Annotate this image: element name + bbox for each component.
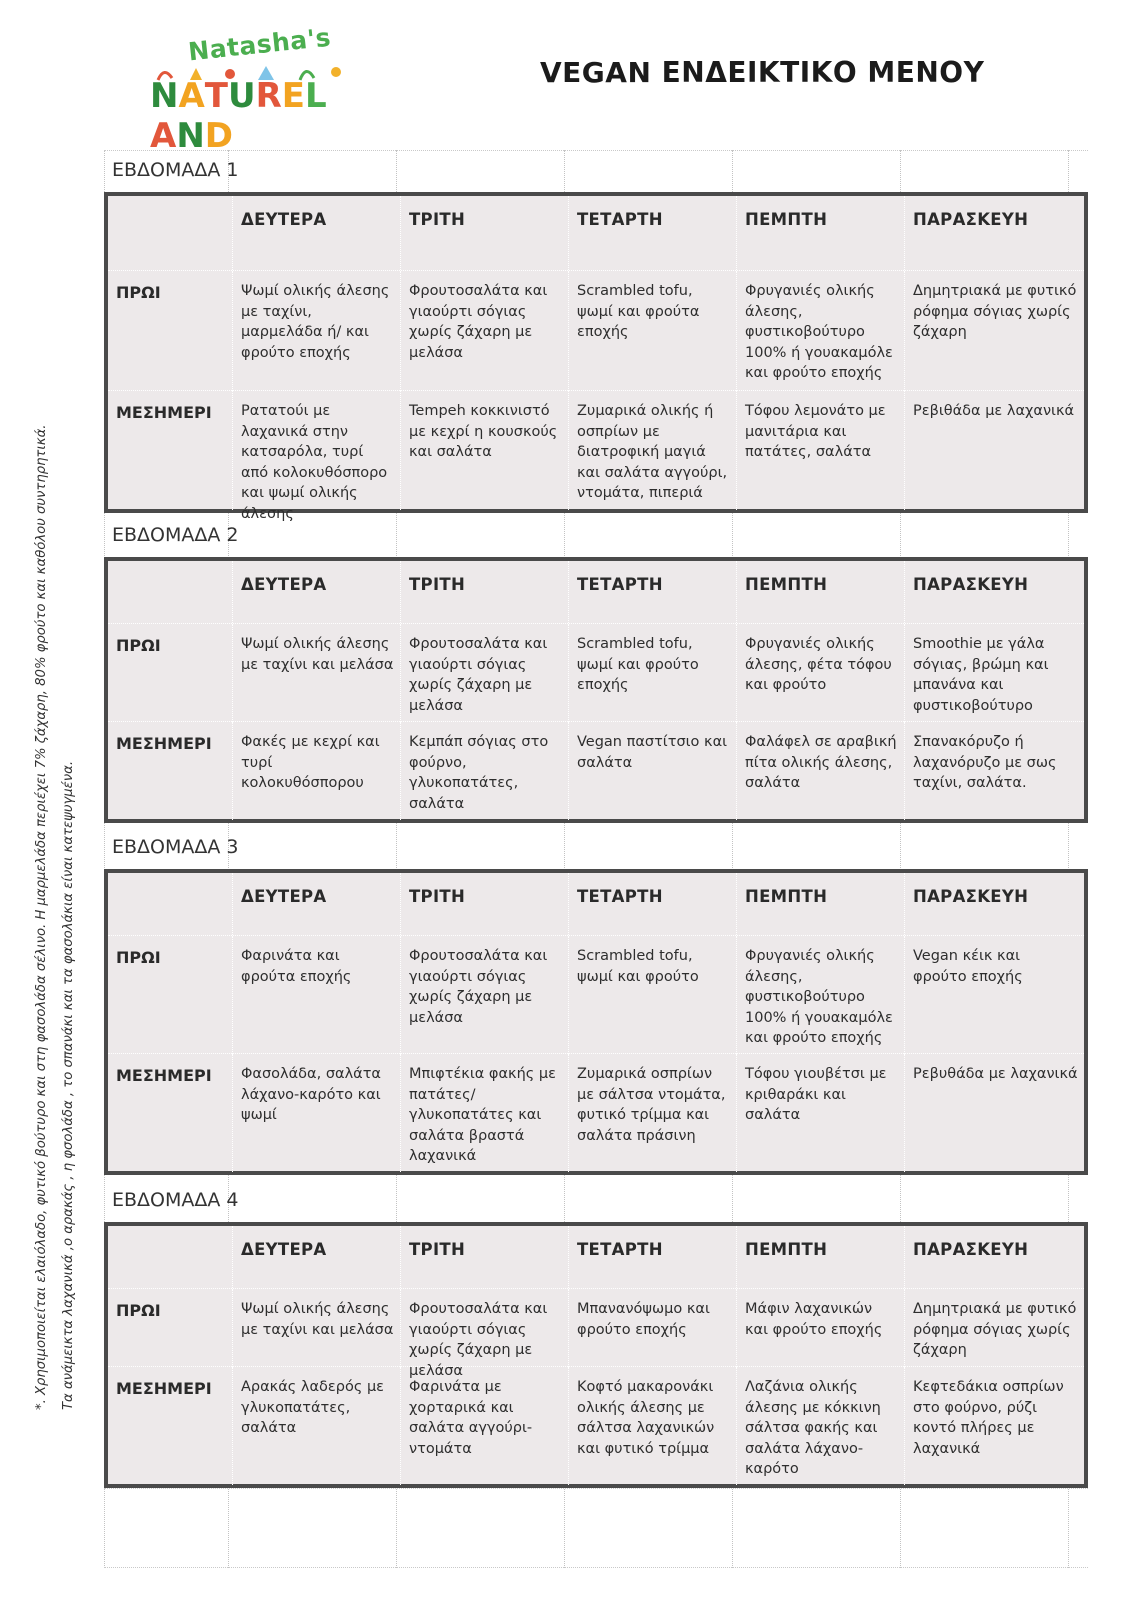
menu-cell: Σπανακόρυζο ή λαχανόρυζο με σως ταχίνι, σαλάτα. — [904, 722, 1084, 820]
menu-cell: Φρυγανιές ολικής άλεσης, φέτα τόφου και φρούτο — [736, 624, 904, 722]
day-header: ΠΑΡΑΣΚΕΥΗ — [904, 873, 1084, 935]
menu-table — [104, 557, 1088, 823]
header-row — [108, 1226, 1084, 1288]
menu-cell: Φαλάφελ σε αραβική πίτα ολικής άλεσης, σαλάτα — [736, 722, 904, 820]
menu-cell: Vegan κέικ και φρούτο εποχής — [904, 936, 1084, 1054]
corner-cell — [108, 873, 232, 935]
noon-row — [108, 1366, 1084, 1485]
morning-row — [108, 270, 1084, 391]
menu-cell: Δημητριακά με φυτικό ρόφημα σόγιας χωρίς ζάχαρη — [904, 1289, 1084, 1367]
day-header: ΤΕΤΑΡΤΗ — [568, 196, 736, 270]
menu-cell: Λαζάνια ολικής άλεσης με κόκκινη σάλτσα φακής και σαλάτα λάχανο-καρότο — [736, 1367, 904, 1485]
day-header: ΠΕΜΠΤΗ — [736, 1226, 904, 1288]
morning-row — [108, 935, 1084, 1054]
corner-cell — [108, 1226, 232, 1288]
menu-cell: Ψωμί ολικής άλεσης με ταχίνι, μαρμελάδα ή/ και φρούτο εποχής — [232, 271, 400, 391]
menu-cell: Ρεβυθάδα με λαχανικά — [904, 1054, 1084, 1172]
day-header: ΔΕΥΤΕΡΑ — [232, 1226, 400, 1288]
noon-row — [108, 721, 1084, 820]
day-header: ΤΡΙΤΗ — [400, 561, 568, 623]
menu-cell: Τόφου λεμονάτο με μανιτάρια και πατάτες, σαλάτα — [736, 391, 904, 510]
menu-cell: Smoothie με γάλα σόγιας, βρώμη και μπανάνα και φυστικοβούτυρο — [904, 624, 1084, 722]
meal-label: ΠΡΩΙ — [116, 1301, 161, 1320]
morning-row — [108, 1288, 1084, 1379]
menu-cell: Ζυμαρικά ολικής ή οσπρίων με διατροφική μαγιά και σαλάτα αγγούρι, ντομάτα, πιπεριά — [568, 391, 736, 510]
menu-cell: Ψωμί ολικής άλεσης με ταχίνι και μελάσα — [232, 1289, 400, 1367]
week-label: ΕΒΔΟΜΑΔΑ 1 — [112, 159, 239, 181]
week-label: ΕΒΔΟΜΑΔΑ 4 — [112, 1189, 239, 1211]
menu-cell: Ψωμί ολικής άλεσης με ταχίνι και μελάσα — [232, 624, 400, 722]
menu-cell: Vegan παστίτσιο και σαλάτα — [568, 722, 736, 820]
day-header: ΠΕΜΠΤΗ — [736, 196, 904, 270]
day-header: ΠΕΜΠΤΗ — [736, 561, 904, 623]
menu-cell: Κεμπάπ σόγιας στο φούρνο, γλυκοπατάτες, σαλάτα — [400, 722, 568, 820]
menu-cell: Τόφου γιουβέτσι με κριθαράκι και σαλάτα — [736, 1054, 904, 1172]
menu-table — [104, 192, 1088, 522]
menu-cell: Μπιφτέκια φακής με πατάτες/ γλυκοπατάτες και σαλάτα βραστά λαχανικά — [400, 1054, 568, 1172]
menu-cell: Φαρινάτα με χορταρικά και σαλάτα αγγούρι-ντομάτα — [400, 1367, 568, 1485]
day-header: ΠΕΜΠΤΗ — [736, 873, 904, 935]
header-row — [108, 873, 1084, 935]
menu-cell: Φρουτοσαλάτα και γιαούρτι σόγιας χωρίς ζάχαρη με μελάσα — [400, 624, 568, 722]
day-header: ΤΡΙΤΗ — [400, 196, 568, 270]
grid-line — [104, 1567, 1088, 1568]
week-label: ΕΒΔΟΜΑΔΑ 3 — [112, 836, 239, 858]
brand-logo — [150, 22, 350, 156]
page-title: VEGAN ΕΝΔΕΙΚΤΙΚΟ ΜΕΝΟΥ — [540, 56, 985, 89]
grid-line — [104, 1488, 1088, 1489]
day-header: ΠΑΡΑΣΚΕΥΗ — [904, 196, 1084, 270]
logo-script-text: Natasha's — [186, 22, 333, 67]
noon-row — [108, 1053, 1084, 1172]
menu-cell: Φασολάδα, σαλάτα λάχανο-καρότο και ψωμί — [232, 1054, 400, 1172]
menu-cell: Φρουτοσαλάτα και γιαούρτι σόγιας χωρίς ζάχαρη με μελάσα — [400, 271, 568, 391]
menu-cell: Φρουτοσαλάτα και γιαούρτι σόγιας χωρίς ζάχαρη με μελάσα — [400, 1289, 568, 1367]
menu-cell: Μάφιν λαχανικών και φρούτο εποχής — [736, 1289, 904, 1367]
menu-cell: Φακές με κεχρί και τυρί κολοκυθόσπορου — [232, 722, 400, 820]
meal-label: ΠΡΩΙ — [116, 948, 161, 967]
corner-cell — [108, 196, 232, 270]
menu-cell: Κεφτεδάκια οσπρίων στο φούρνο, ρύζι κοντό πλήρες με λαχανικά — [904, 1367, 1084, 1485]
menu-table — [104, 869, 1088, 1175]
morning-row — [108, 623, 1084, 722]
day-header: ΤΕΤΑΡΤΗ — [568, 873, 736, 935]
day-header: ΔΕΥΤΕΡΑ — [232, 196, 400, 270]
menu-cell: Φρυγανιές ολικής άλεσης, φυστικοβούτυρο 100% ή γουακαμόλε και φρούτο εποχής — [736, 936, 904, 1054]
menu-cell: Κοφτό μακαρονάκι ολικής άλεσης με σάλτσα λαχανικών και φυτικό τρίμμα — [568, 1367, 736, 1485]
meal-label: ΜΕΣΗΜΕΡΙ — [116, 734, 212, 753]
noon-row — [108, 390, 1084, 522]
logo-wordmark: NATURELAND — [150, 76, 327, 156]
meal-label: ΠΡΩΙ — [116, 636, 161, 655]
header-row — [108, 561, 1084, 623]
meal-label: ΜΕΣΗΜΕΡΙ — [116, 1066, 212, 1085]
menu-cell: Ρεβιθάδα με λαχανικά — [904, 391, 1084, 510]
header-row — [108, 196, 1084, 270]
footnote: *. Χρησιμοποιείται ελαιόλαδο, φυτικό βούτυρο και στη φασολάδα σέλινο. Η μαρμελάδα περιέχει 7% ζάχαρη, 80% φρούτο και καθόλου συντηρητικά. Τα ανάμεικτα λαχανικά ,ο αρακάς , η φσολάδα , το σπανάκι και τα φασολάκια είναι κατεψυγμένα. — [34, 424, 76, 1410]
day-header: ΤΡΙΤΗ — [400, 873, 568, 935]
meal-label: ΜΕΣΗΜΕΡΙ — [116, 403, 212, 422]
week-label: ΕΒΔΟΜΑΔΑ 2 — [112, 524, 239, 546]
menu-cell: Tempeh κοκκινιστό με κεχρί η κουσκούς και σαλάτα — [400, 391, 568, 510]
day-header: ΔΕΥΤΕΡΑ — [232, 561, 400, 623]
menu-cell: Αρακάς λαδερός με γλυκοπατάτες, σαλάτα — [232, 1367, 400, 1485]
menu-cell: Scrambled tofu, ψωμί και φρούτο — [568, 936, 736, 1054]
day-header: ΔΕΥΤΕΡΑ — [232, 873, 400, 935]
menu-cell: Scrambled tofu, ψωμί και φρούτα εποχής — [568, 271, 736, 391]
meal-label: ΠΡΩΙ — [116, 283, 161, 302]
menu-cell: Scrambled tofu, ψωμί και φρούτο εποχής — [568, 624, 736, 722]
day-header: ΠΑΡΑΣΚΕΥΗ — [904, 561, 1084, 623]
day-header: ΠΑΡΑΣΚΕΥΗ — [904, 1226, 1084, 1288]
menu-cell: Φαρινάτα και φρούτα εποχής — [232, 936, 400, 1054]
corner-cell — [108, 561, 232, 623]
menu-cell: Δημητριακά με φυτικό ρόφημα σόγιας χωρίς ζάχαρη — [904, 271, 1084, 391]
day-header: ΤΡΙΤΗ — [400, 1226, 568, 1288]
menu-cell: Ρατατούι με λαχανικά στην κατσαρόλα, τυρί από κολοκυθόσπορο και ψωμί ολικής άλεσης — [232, 391, 400, 510]
menu-cell: Ζυμαρικά οσπρίων με σάλτσα ντομάτα, φυτικό τρίμμα και σαλάτα πράσινη — [568, 1054, 736, 1172]
menu-cell: Μπανανόψωμο και φρούτο εποχής — [568, 1289, 736, 1367]
menu-cell: Φρουτοσαλάτα και γιαούρτι σόγιας χωρίς ζάχαρη με μελάσα — [400, 936, 568, 1054]
grid-line — [104, 150, 1088, 151]
menu-cell: Φρυγανιές ολικής άλεσης, φυστικοβούτυρο 100% ή γουακαμόλε και φρούτο εποχής — [736, 271, 904, 391]
meal-label: ΜΕΣΗΜΕΡΙ — [116, 1379, 212, 1398]
menu-table — [104, 1222, 1088, 1488]
day-header: ΤΕΤΑΡΤΗ — [568, 561, 736, 623]
day-header: ΤΕΤΑΡΤΗ — [568, 1226, 736, 1288]
